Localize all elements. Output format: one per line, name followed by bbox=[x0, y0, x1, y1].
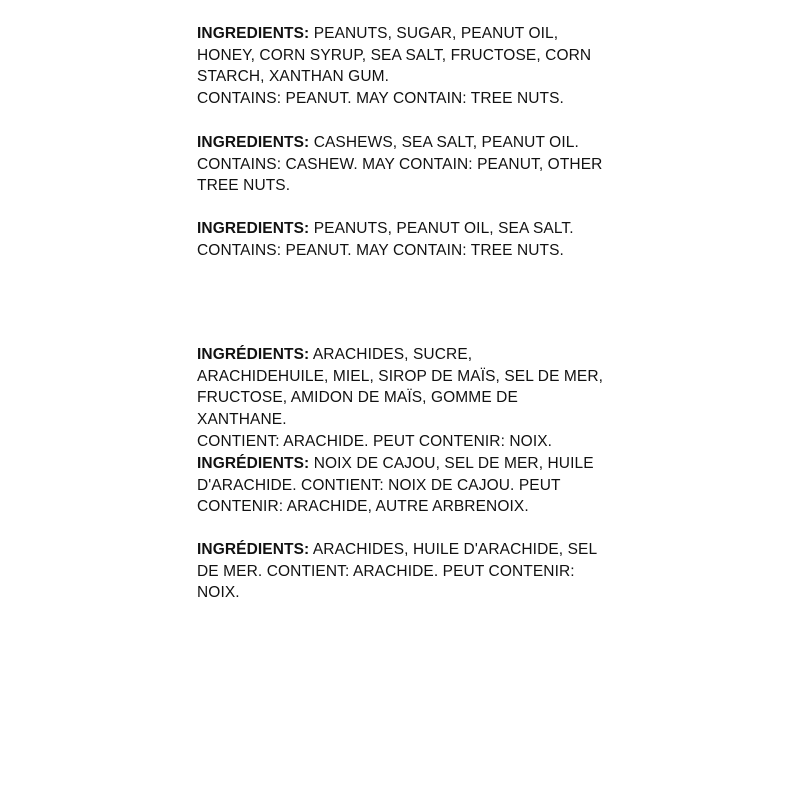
ingredients-label: INGREDIENTS: bbox=[197, 134, 310, 151]
ingredients-line bbox=[197, 344, 605, 431]
ingredients-list: ARACHIDES, HUILE D'ARACHIDE, SEL DE MER. CONTIENT: ARACHIDE. PEUT CONTENIR: NOIX. bbox=[197, 541, 597, 602]
ingredients-line bbox=[197, 132, 605, 154]
english-ingredients-block-1 bbox=[197, 23, 605, 110]
allergen-statement: CONTAINS: PEANUT. MAY CONTAIN: TREE NUTS. bbox=[197, 241, 564, 259]
ingredients-list: PEANUTS, PEANUT OIL, SEA SALT. bbox=[309, 220, 574, 237]
english-ingredients-block-3 bbox=[197, 218, 605, 261]
ingredients-label: INGRÉDIENTS: bbox=[197, 455, 310, 472]
french-ingredients-block-1 bbox=[197, 344, 605, 453]
allergen-statement: CONTAINS: CASHEW. MAY CONTAIN: PEANUT, OTHER TREE NUTS. bbox=[197, 155, 603, 195]
ingredients-line bbox=[197, 539, 605, 604]
allergen-statement: CONTAINS: PEANUT. MAY CONTAIN: TREE NUTS. bbox=[197, 90, 564, 108]
ingredients-list: NOIX DE CAJOU, SEL DE MER, HUILE D'ARACHIDE. CONTIENT: NOIX DE CAJOU. PEUT CONTENIR: ARACHIDE, AUTRE ARBRENOIX. bbox=[197, 455, 594, 516]
french-ingredients-block-3 bbox=[197, 539, 605, 604]
ingredients-label: INGREDIENTS: bbox=[197, 25, 310, 42]
ingredients-line bbox=[197, 218, 605, 240]
english-ingredients-block-2 bbox=[197, 132, 605, 197]
ingredients-line bbox=[197, 23, 605, 88]
ingredients-label: INGRÉDIENTS: bbox=[197, 346, 310, 363]
ingredients-line bbox=[197, 453, 605, 518]
ingredients-label: INGRÉDIENTS: bbox=[197, 541, 310, 558]
ingredients-list: ARACHIDES, SUCRE, ARACHIDEHUILE, MIEL, SIROP DE MAÏS, SEL DE MER, FRUCTOSE, AMIDON DE MAÏS, GOMME DE XANTHANE. bbox=[197, 346, 604, 429]
allergen-statement: CONTIENT: ARACHIDE. PEUT CONTENIR: NOIX. bbox=[197, 432, 553, 450]
ingredients-label: INGREDIENTS: bbox=[197, 220, 310, 237]
ingredients-list: PEANUTS, SUGAR, PEANUT OIL, HONEY, CORN SYRUP, SEA SALT, FRUCTOSE, CORN STARCH, XANTHAN GUM. bbox=[197, 25, 592, 86]
french-ingredients-block-2 bbox=[197, 453, 605, 518]
ingredients-list: CASHEWS, SEA SALT, PEANUT OIL. bbox=[309, 134, 579, 151]
